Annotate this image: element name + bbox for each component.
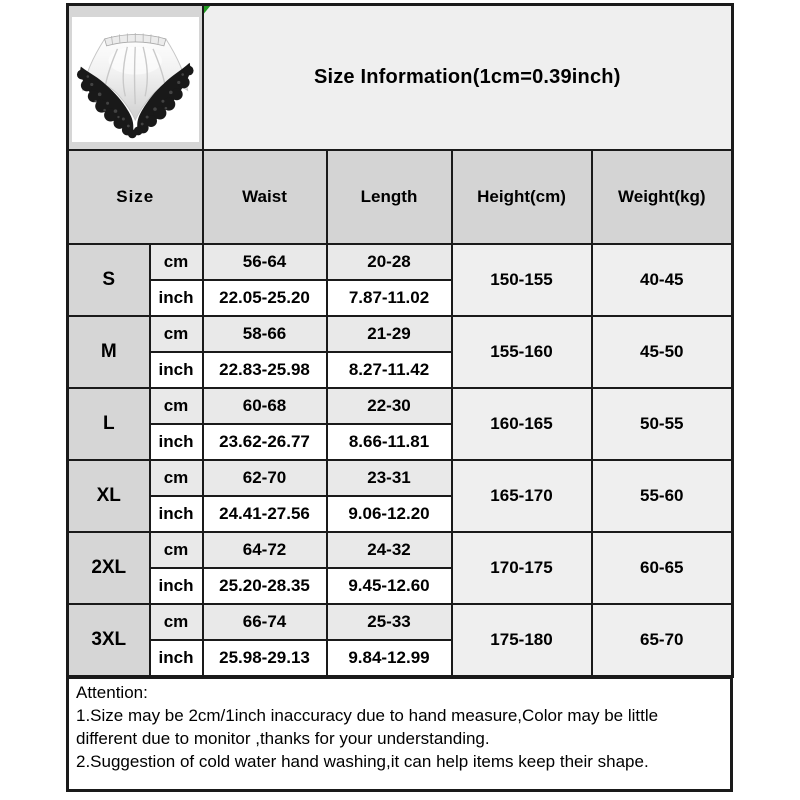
size-cell: XL: [68, 460, 150, 532]
length-cm-value: 25-33: [327, 604, 452, 640]
banner-row: [68, 5, 733, 151]
unit-inch-label: inch: [150, 568, 203, 604]
waist-cm-value: 56-64: [203, 244, 327, 280]
header-row: [68, 150, 733, 244]
unit-inch-label: inch: [150, 640, 203, 676]
length-cm-value: 21-29: [327, 316, 452, 352]
unit-cm-label: cm: [150, 316, 203, 352]
height-value: 165-170: [452, 460, 592, 532]
unit-cm-label: cm: [150, 460, 203, 496]
unit-cm-label: cm: [150, 532, 203, 568]
waist-inch-value: 25.98-29.13: [203, 640, 327, 676]
waist-inch-value: 23.62-26.77: [203, 424, 327, 460]
weight-value: 50-55: [592, 388, 733, 460]
unit-cm-label: cm: [150, 388, 203, 424]
length-cm-value: 20-28: [327, 244, 452, 280]
length-cm-value: 23-31: [327, 460, 452, 496]
col-header-waist: Waist: [203, 150, 327, 244]
weight-value: 60-65: [592, 532, 733, 604]
col-header-weight: Weight(kg): [592, 150, 733, 244]
length-inch-value: 9.84-12.99: [327, 640, 452, 676]
size-cell: L: [68, 388, 150, 460]
weight-value: 40-45: [592, 244, 733, 316]
waist-cm-value: 66-74: [203, 604, 327, 640]
height-value: 175-180: [452, 604, 592, 676]
height-value: 150-155: [452, 244, 592, 316]
col-header-length: Length: [327, 150, 452, 244]
size-cell: M: [68, 316, 150, 388]
col-header-height: Height(cm): [452, 150, 592, 244]
product-image-cell: [68, 5, 203, 151]
length-cm-value: 22-30: [327, 388, 452, 424]
waist-inch-value: 24.41-27.56: [203, 496, 327, 532]
page-title: Size Information(1cm=0.39inch): [313, 66, 621, 88]
table-row-s-cm: [68, 244, 733, 280]
product-photo: [72, 17, 199, 142]
waist-inch-value: 22.05-25.20: [203, 280, 327, 316]
weight-value: 45-50: [592, 316, 733, 388]
unit-inch-label: inch: [150, 424, 203, 460]
length-inch-value: 9.06-12.20: [327, 496, 452, 532]
height-value: 160-165: [452, 388, 592, 460]
height-value: 170-175: [452, 532, 592, 604]
table-row-m-cm: [68, 316, 733, 352]
attention-note-1: 1.Size may be 2cm/1inch inaccuracy due to hand measure,Color may be little different due to monitor ,thanks for your understanding.: [76, 705, 659, 748]
table-row-l-cm: [68, 388, 733, 424]
waist-cm-value: 64-72: [203, 532, 327, 568]
table-row-2xl-cm: [68, 532, 733, 568]
attention-heading: Attention:: [76, 682, 148, 702]
unit-cm-label: cm: [150, 604, 203, 640]
weight-value: 55-60: [592, 460, 733, 532]
size-cell: 3XL: [68, 604, 150, 676]
unit-inch-label: inch: [150, 280, 203, 316]
length-inch-value: 8.27-11.42: [327, 352, 452, 388]
size-table: [66, 3, 734, 678]
unit-cm-label: cm: [150, 244, 203, 280]
length-inch-value: 8.66-11.81: [327, 424, 452, 460]
waist-cm-value: 60-68: [203, 388, 327, 424]
length-inch-value: 7.87-11.02: [327, 280, 452, 316]
length-cm-value: 24-32: [327, 532, 452, 568]
height-value: 155-160: [452, 316, 592, 388]
satin-lace-shorts-illustration: [72, 17, 199, 142]
waist-inch-value: 25.20-28.35: [203, 568, 327, 604]
col-header-size: Size: [68, 150, 203, 244]
weight-value: 65-70: [592, 604, 733, 676]
attention-box: [66, 676, 733, 792]
table-row-3xl-cm: [68, 604, 733, 640]
size-cell: 2XL: [68, 532, 150, 604]
unit-inch-label: inch: [150, 352, 203, 388]
green-corner-marker: [203, 5, 211, 16]
length-inch-value: 9.45-12.60: [327, 568, 452, 604]
waist-cm-value: 58-66: [203, 316, 327, 352]
table-row-xl-cm: [68, 460, 733, 496]
unit-inch-label: inch: [150, 496, 203, 532]
size-chart-sheet: [66, 3, 734, 792]
size-info-title-cell: [203, 5, 733, 151]
size-cell: S: [68, 244, 150, 316]
waist-cm-value: 62-70: [203, 460, 327, 496]
waist-inch-value: 22.83-25.98: [203, 352, 327, 388]
attention-note-2: 2.Suggestion of cold water hand washing,it can help items keep their shape.: [76, 751, 649, 771]
